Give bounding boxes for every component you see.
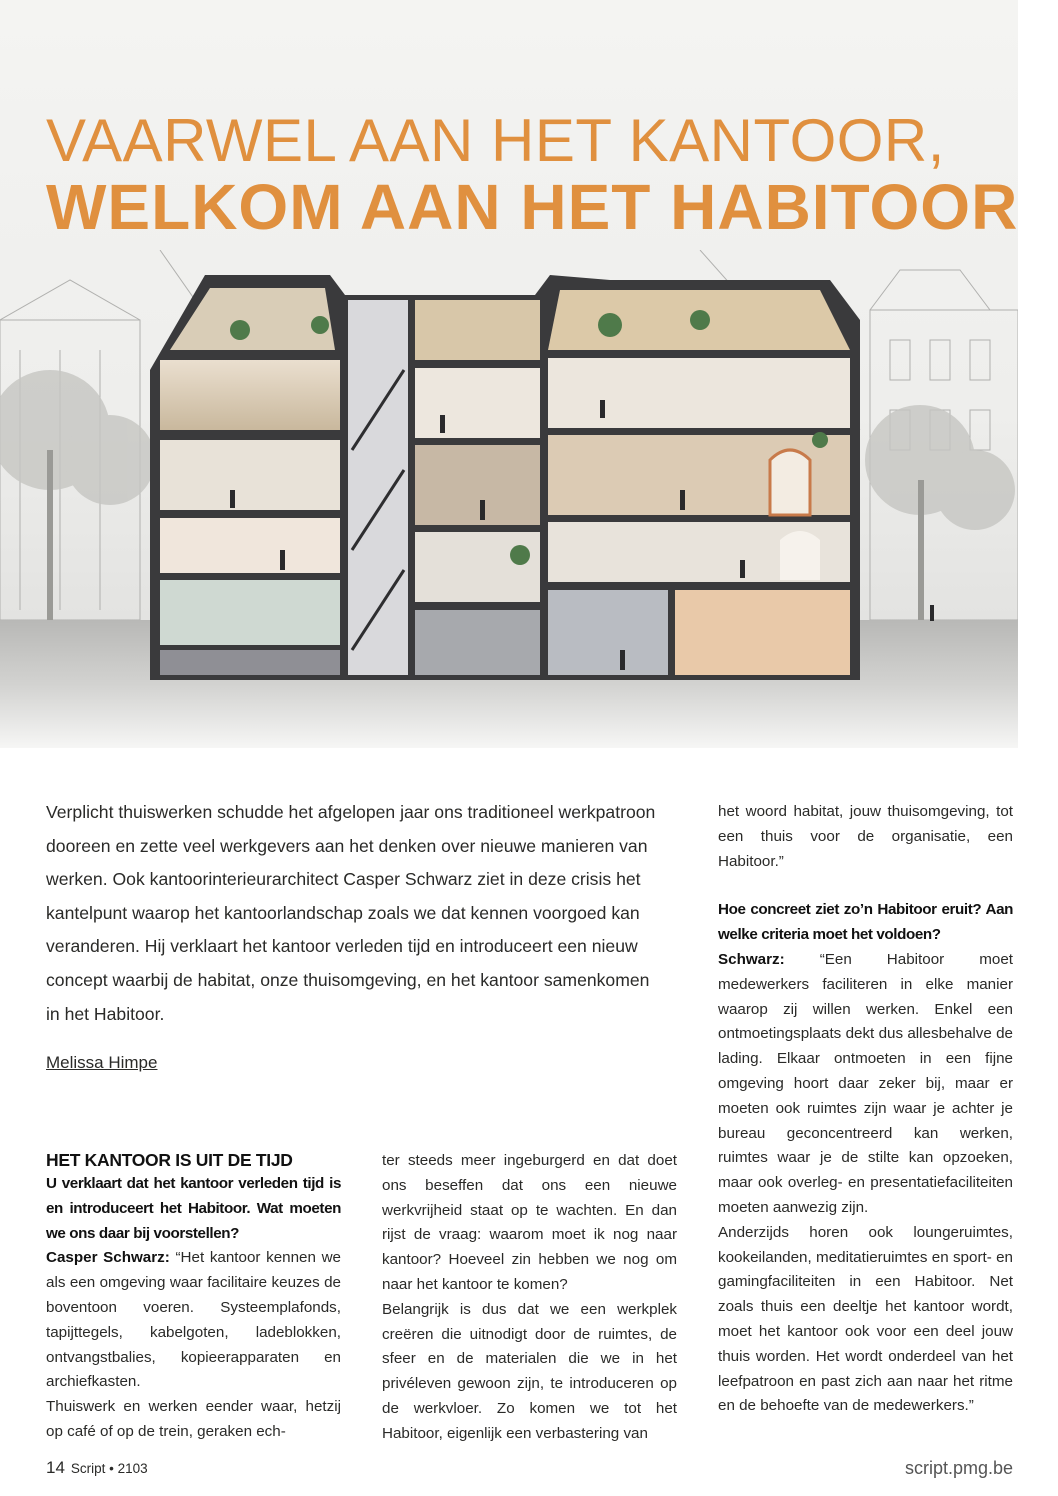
paragraph-loungeruimtes: Anderzijds horen ook loungeruimtes, kookeilanden, meditatieruimtes en sport- en gamingfaciliteiten in een Habitoor. Net zoals thuis een deeltje het kantoor wordt, moet het kantoor ook voor een deel jouw thuis worden. Het wordt onderdeel van het leefpatroon en past zich aan naar het ritme en de behoefte van de medewerkers.” (718, 1223, 1013, 1415)
publication-label: Script • 2103 (70, 1461, 148, 1476)
answer-paragraph-2 (718, 948, 1013, 1221)
title-line-1: VAARWEL AAN HET KANTOOR, (46, 107, 945, 174)
column-1 (46, 1148, 341, 1445)
paragraph-werkvrijheid: ter steeds meer ingeburgerd en dat doet ons beseffen dat ons een nieuwe werkvrijheid staat op te wachten. En dan rijst de vraag: waarom moet ik nog naar kantoor? Hoeveel zin hebben we nog om naar het kantoor te komen? (382, 1152, 677, 1293)
title-line-2: WELKOM AAN HET HABITOOR (46, 171, 1018, 243)
paragraph-thuiswerk: Thuiswerk en werken eender waar, hetzij op café of op de trein, geraken ech- (46, 1398, 341, 1440)
paragraph-habitat: het woord habitat, jouw thuisomgeving, tot een thuis voor de organisatie, een Habitoor.” (718, 803, 1013, 870)
interview-question-2: Hoe concreet ziet zo’n Habitoor eruit? Aan welke criteria moet het voldoen? (718, 901, 1013, 944)
section-heading: HET KANTOOR IS UIT DE TIJD (46, 1150, 293, 1170)
column-3 (718, 800, 1013, 1419)
hero-section (0, 0, 1018, 748)
speaker-name: Casper Schwarz: (46, 1249, 170, 1267)
page-number: 14 (46, 1458, 65, 1477)
answer-paragraph-1 (46, 1246, 341, 1395)
column-2 (382, 1149, 677, 1447)
spacer (718, 874, 1013, 898)
interview-question-1: U verklaart dat het kantoor verleden tijd is en introduceert het Habitoor. Wat moeten we ons daar bij voorstellen? (46, 1175, 341, 1242)
intro-paragraph: Verplicht thuiswerken schudde het afgelopen jaar ons traditioneel werkpatroon dooreen en zette veel werkgevers aan het denken over nieuwe manieren van werken. Ook kantoorinterieurarchitect Casper Schwarz ziet in deze crisis het kantelpunt waarop het kantoorlandschap zoals we dat kennen voorgoed kan veranderen. Hij verklaart het kantoor verleden tijd en introduceert een nieuw concept waarbij de habitat, onze thuisomgeving, en het kantoor samenkomen in het Habitoor. (46, 802, 656, 1024)
answer-text-1: “Het kantoor kennen we als een omgeving waar facilitaire keuzes de boventoon voeren. Systeemplafonds, tapijttegels, kabelgoten, ladeblokken, ontvangstbalies, kopieerapparaten en archiefkasten. (46, 1249, 342, 1391)
website-url[interactable]: script.pmg.be (904, 1458, 1013, 1478)
author-link[interactable]: Melissa Himpe (46, 1053, 158, 1072)
answer-text-2: “Een Habitoor moet medewerkers faciliteren in elke manier waarop zij willen werken. Enkel een ontmoetingsplaats dekt dus allesbehalve de lading. Elkaar ontmoeten in een fijne omgeving hoort daar zeker bij, maar er moeten ook ruimtes zijn waar je achter je bureau geconcentreerd kan werken, ruimtes waar je de stilte kan opzoeken, maar ook overleg- en presentatiefaciliteiten moeten aanwezig zijn. (718, 950, 1013, 1216)
paragraph-werkplek: Belangrijk is dus dat we een werkplek creëren die uitnodigt door de ruimtes, de sfeer en de materialen die we in het privéleven gewoon zijn, te introduceren op de werkvloer. Zo komen we tot het Habitoor, eigenlijk een verbastering van (382, 1300, 677, 1442)
speaker-name-2: Schwarz: (718, 950, 785, 968)
page-footer (46, 1458, 148, 1478)
building-cross-section-illustration (0, 250, 1018, 748)
